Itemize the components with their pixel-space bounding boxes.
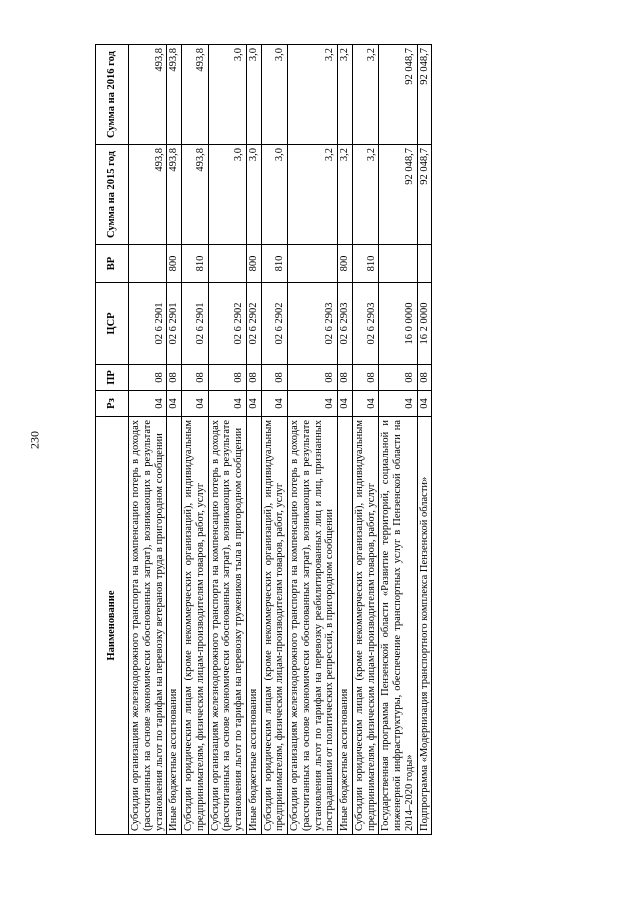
cell-name: Субсидии юридическим лицам (кроме некоммерческих организаций), индивидуальным предпринимателям, физическим лицам-производителям товаров, работ, услуг (261, 417, 288, 835)
header-csr: ЦСР (96, 283, 129, 365)
cell-sum-2015: 3,2 (352, 145, 379, 245)
cell-csr: 02 6 2901 (182, 283, 209, 365)
cell-vr (379, 245, 417, 283)
cell-vr (208, 245, 246, 283)
cell-sum-2016: 3,0 (261, 45, 288, 145)
cell-rz: 04 (288, 391, 338, 417)
cell-csr: 02 6 2903 (338, 283, 353, 365)
cell-sum-2015: 3,0 (261, 145, 288, 245)
table-row (167, 45, 182, 835)
table-header-row (96, 45, 129, 835)
header-rz: Рз (96, 391, 129, 417)
cell-rz: 04 (338, 391, 353, 417)
cell-sum-2016: 493,8 (167, 45, 182, 145)
cell-pr: 08 (182, 365, 209, 391)
cell-sum-2015: 493,8 (182, 145, 209, 245)
budget-table-container (95, 45, 550, 835)
cell-csr: 02 6 2902 (261, 283, 288, 365)
cell-sum-2016: 493,8 (129, 45, 167, 145)
cell-name: Иные бюджетные ассигнования (338, 417, 353, 835)
cell-name: Государственная программа Пензенской области «Развитие территорий, социальной и инженерной инфраструктуры, обеспечение транспортных услуг в Пензенской области на 2014–2020 годы» (379, 417, 417, 835)
cell-pr: 08 (417, 365, 432, 391)
cell-pr: 08 (167, 365, 182, 391)
cell-sum-2015: 3,2 (338, 145, 353, 245)
page-number: 230 (27, 431, 42, 449)
cell-sum-2016: 493,8 (182, 45, 209, 145)
cell-sum-2016: 3,2 (352, 45, 379, 145)
header-sum-2016: Сумма на 2016 год (96, 45, 129, 145)
cell-csr: 02 6 2902 (208, 283, 246, 365)
cell-sum-2016: 92 048,7 (417, 45, 432, 145)
cell-csr: 16 2 0000 (417, 283, 432, 365)
cell-sum-2016: 3,0 (246, 45, 261, 145)
table-body (129, 45, 432, 835)
cell-sum-2016: 3,2 (338, 45, 353, 145)
header-pr: ПР (96, 365, 129, 391)
cell-csr: 02 6 2903 (288, 283, 338, 365)
cell-vr (129, 245, 167, 283)
cell-rz: 04 (379, 391, 417, 417)
cell-pr: 08 (352, 365, 379, 391)
cell-rz: 04 (167, 391, 182, 417)
budget-table (95, 44, 432, 835)
cell-rz: 04 (246, 391, 261, 417)
cell-sum-2015: 493,8 (129, 145, 167, 245)
header-sum-2015: Сумма на 2015 год (96, 145, 129, 245)
cell-rz: 04 (417, 391, 432, 417)
cell-vr: 800 (246, 245, 261, 283)
cell-rz: 04 (261, 391, 288, 417)
cell-name: Иные бюджетные ассигнования (246, 417, 261, 835)
cell-sum-2015: 92 048,7 (417, 145, 432, 245)
table-row (417, 45, 432, 835)
cell-vr: 800 (338, 245, 353, 283)
cell-vr: 800 (167, 245, 182, 283)
cell-rz: 04 (208, 391, 246, 417)
cell-name: Иные бюджетные ассигнования (167, 417, 182, 835)
table-row (261, 45, 288, 835)
cell-pr: 08 (246, 365, 261, 391)
cell-csr: 16 0 0000 (379, 283, 417, 365)
cell-sum-2015: 3,0 (208, 145, 246, 245)
cell-csr: 02 6 2901 (167, 283, 182, 365)
cell-csr: 02 6 2903 (352, 283, 379, 365)
cell-name: Субсидии юридическим лицам (кроме некоммерческих организаций), индивидуальным предпринимателям, физическим лицам-производителям товаров, работ, услуг (352, 417, 379, 835)
table-row (129, 45, 167, 835)
cell-pr: 08 (338, 365, 353, 391)
cell-sum-2015: 3,2 (288, 145, 338, 245)
cell-sum-2016: 92 048,7 (379, 45, 417, 145)
cell-pr: 08 (129, 365, 167, 391)
table-row (379, 45, 417, 835)
cell-name: Субсидии юридическим лицам (кроме некоммерческих организаций), индивидуальным предпринимателям, физическим лицам-производителям товаров, работ, услуг (182, 417, 209, 835)
header-vr: ВР (96, 245, 129, 283)
cell-name: Субсидии организациям железнодорожного транспорта на компенсацию потерь в доходах (рассчитанных на основе экономически обоснованных затрат), возникающих в результате установления льгот по тарифам на перевозку реабилитированных лиц и лиц, признанных пострадавшими от политических репрессий, в пригородном сообщении (288, 417, 338, 835)
cell-pr: 08 (208, 365, 246, 391)
cell-pr: 08 (261, 365, 288, 391)
cell-sum-2016: 3,2 (288, 45, 338, 145)
cell-name: Субсидии организациям железнодорожного транспорта на компенсацию потерь в доходах (рассчитанных на основе экономически обоснованных затрат), возникающих в результате установления льгот по тарифам на перевозку тружеников тыла в пригородном сообщении (208, 417, 246, 835)
cell-csr: 02 6 2901 (129, 283, 167, 365)
cell-pr: 08 (288, 365, 338, 391)
table-row (208, 45, 246, 835)
table-row (352, 45, 379, 835)
cell-vr: 810 (261, 245, 288, 283)
cell-sum-2015: 493,8 (167, 145, 182, 245)
cell-pr: 08 (379, 365, 417, 391)
table-row (338, 45, 353, 835)
cell-rz: 04 (182, 391, 209, 417)
cell-sum-2015: 92 048,7 (379, 145, 417, 245)
table-row (182, 45, 209, 835)
cell-vr: 810 (182, 245, 209, 283)
cell-vr: 810 (352, 245, 379, 283)
cell-sum-2016: 3,0 (208, 45, 246, 145)
cell-name: Субсидии организациям железнодорожного транспорта на компенсацию потерь в доходах (рассчитанных на основе экономически обоснованных затрат), возникающих в результате установления льгот по тарифам на перевозку ветеранов труда в пригородном сообщении (129, 417, 167, 835)
cell-rz: 04 (352, 391, 379, 417)
header-name: Наименование (96, 417, 129, 835)
table-row (246, 45, 261, 835)
table-row (288, 45, 338, 835)
cell-vr (288, 245, 338, 283)
cell-rz: 04 (129, 391, 167, 417)
cell-csr: 02 6 2902 (246, 283, 261, 365)
cell-sum-2015: 3,0 (246, 145, 261, 245)
cell-name: Подпрограмма «Модернизация транспортного комплекса Пензенской области» (417, 417, 432, 835)
cell-vr (417, 245, 432, 283)
